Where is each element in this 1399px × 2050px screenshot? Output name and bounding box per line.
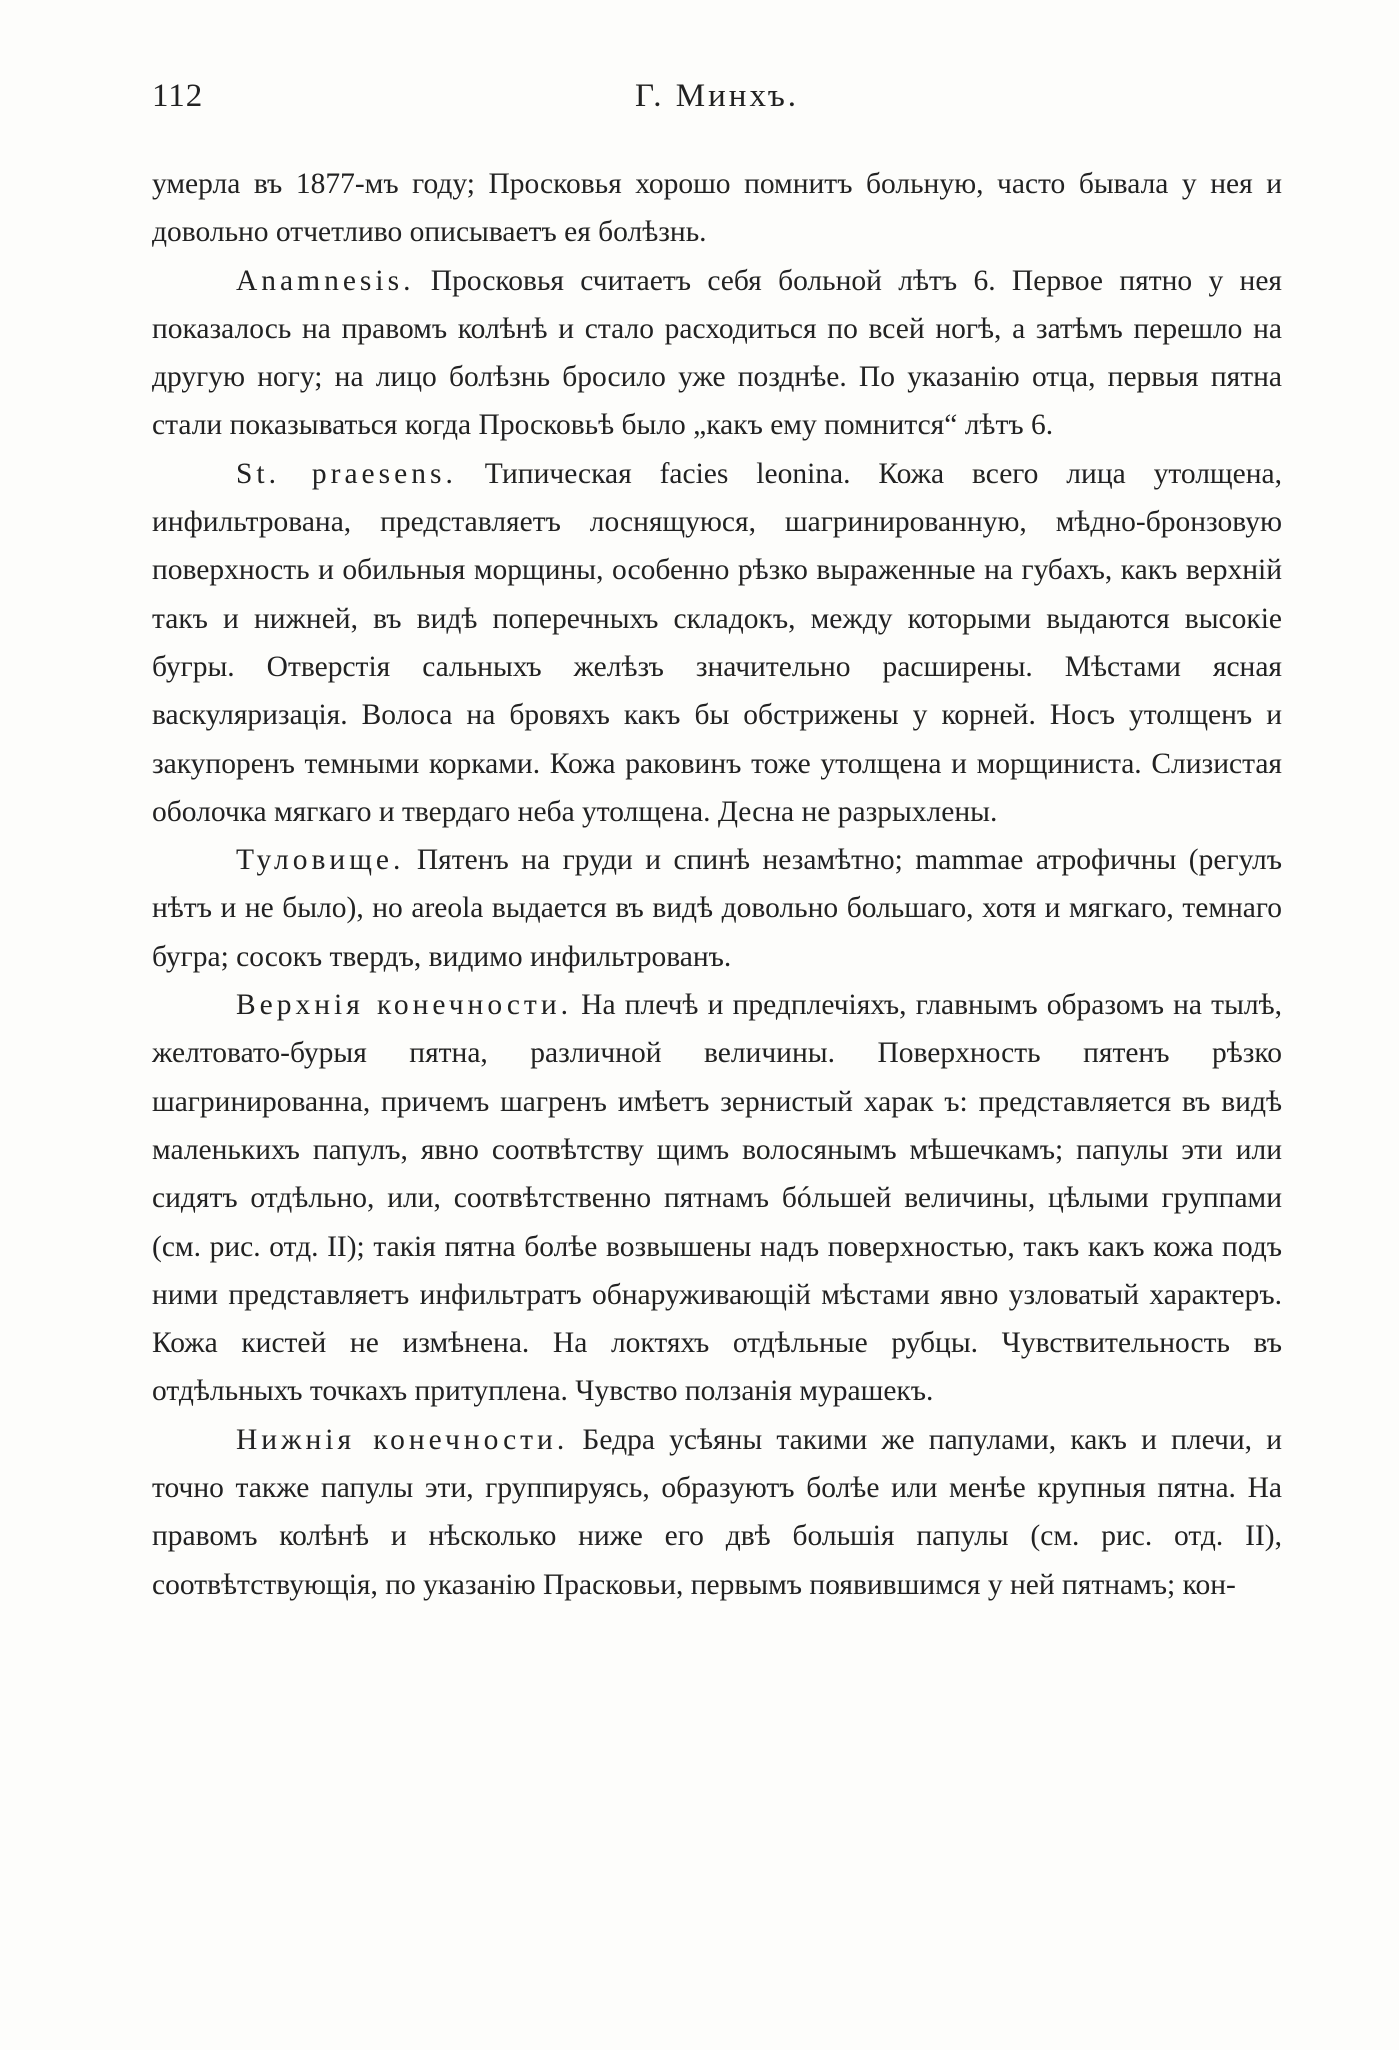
section-heading-anamnesis: Anamnesis. (236, 264, 415, 297)
section-heading-torso: Туловище. (236, 844, 405, 877)
paragraph-torso (152, 836, 1282, 981)
body-text (152, 160, 1282, 1609)
running-head: Г. Минхъ. (634, 78, 800, 114)
paragraph-text: Бедра усѣяны такими же папулами, какъ и плечи, и точно также папулы эти, группируясь, образуютъ болѣе или менѣе крупныя пятна. На правомъ колѣнѣ и нѣсколько ниже его двѣ большія папулы (см. рис. отд. II), соотвѣтствующія, по указанію Прасковьи, первымъ появившимся у ней пятнамъ; кон- (152, 1423, 1282, 1601)
paragraph-lower-limbs (152, 1416, 1282, 1609)
section-heading-upper-limbs: Верхнія конечности. (236, 989, 572, 1022)
paragraph-anamnesis (152, 257, 1282, 450)
section-heading-lower-limbs: Нижнія конечности. (236, 1423, 569, 1456)
paragraph-text: На плечѣ и предплечіяхъ, главнымъ образомъ на тылѣ, желтовато-бурыя пятна, различной величины. Поверхность пятенъ рѣзко шагринированна, причемъ шагренъ имѣетъ зернистый харак ъ: представляется въ видѣ маленькихъ папулъ, явно соотвѣтству щимъ волосянымъ мѣшечкамъ; папулы эти или сидятъ отдѣльно, или, соотвѣтственно пятнамъ бóльшей величины, цѣлыми группами (см. рис. отд. II); такія пятна болѣе возвышены надъ поверхностью, такъ какъ кожа подъ ними представляетъ инфильтратъ обнаруживающій мѣстами явно узловатый характеръ. Кожа кистей не измѣнена. На локтяхъ отдѣльные рубцы. Чувствительность въ отдѣльныхъ точкахъ притуплена. Чувство ползанія мурашекъ. (152, 989, 1283, 1408)
page-number: 112 (152, 78, 204, 114)
paragraph-status-praesens (152, 450, 1282, 836)
paragraph-text: умерла въ 1877-мъ году; Просковья хорошо помнитъ больную, часто бывала у нея и довольно отчетливо описываетъ ея болѣзнь. (152, 168, 1282, 249)
paragraph-text: Пятенъ на груди и спинѣ незамѣтно; mammae атрофичны (регулъ нѣтъ и не было), но areola выдается въ видѣ довольно большаго, хотя и мягкаго, темнаго бугра; сосокъ твердъ, видимо инфильтрованъ. (152, 844, 1282, 973)
paragraph-continuation (152, 160, 1282, 257)
paragraph-text: Типическая facies leonina. Кожа всего лица утолщена, инфильтрована, представляетъ лоснящуюся, шагринированную, мѣдно-бронзовую поверхность и обильныя морщины, особенно рѣзко выраженные на губахъ, какъ верхній такъ и нижней, въ видѣ поперечныхъ складокъ, между которыми выдаются высокіе бугры. Отверстія сальныхъ желѣзъ значительно расширены. Мѣстами ясная васкуляризація. Волоса на бровяхъ какъ бы обстрижены у корней. Носъ утолщенъ и закупоренъ темными корками. Кожа раковинъ тоже утолщена и морщиниста. Слизистая оболочка мягкаго и твердаго неба утолщена. Десна не разрыхлены. (152, 457, 1283, 828)
section-heading-status-praesens: St. praesens. (236, 457, 457, 490)
page-header (152, 78, 1282, 128)
paragraph-text: Просковья считаетъ себя больной лѣтъ 6. Первое пятно у нея показалось на правомъ колѣнѣ и стало расходиться по всей ногѣ, а затѣмъ перешло на другую ногу; на лицо болѣзнь бросило уже позднѣе. По указанію отца, первыя пятна стали показываться когда Просковьѣ было „какъ ему помнится“ лѣтъ 6. (152, 264, 1282, 442)
paragraph-upper-limbs (152, 981, 1282, 1416)
